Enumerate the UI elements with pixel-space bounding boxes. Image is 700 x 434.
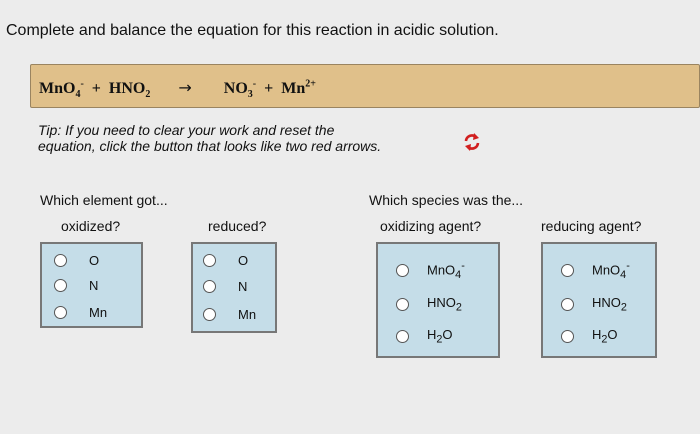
oxidizing-agent-label: oxidizing agent?: [380, 218, 482, 234]
reduced-option-n[interactable]: N: [203, 279, 247, 294]
plus-sign: +: [264, 80, 274, 97]
oxidized-option-o[interactable]: O: [54, 253, 99, 268]
reactant-nitrous-acid[interactable]: $HNO_2$: [108, 80, 151, 101]
oxidizing-option-mno4[interactable]: MnO$_4$-: [396, 260, 465, 281]
reducing-option-mno4[interactable]: MnO$_4$-: [561, 260, 630, 281]
oxidizing-option-hno2[interactable]: $HNO_2$: [396, 295, 462, 314]
radio-button[interactable]: [54, 254, 67, 267]
reaction-arrow: →: [178, 78, 192, 97]
product-manganese-ion[interactable]: $Mn^{2+}$: [281, 78, 316, 97]
tip-text: [38, 122, 381, 154]
reduced-options-panel: [191, 242, 277, 333]
radio-button[interactable]: [203, 254, 216, 267]
reduced-label: reduced?: [208, 218, 267, 234]
oxidizing-option-h2o[interactable]: $H_2O$: [396, 327, 453, 346]
chemical-equation: [39, 78, 316, 100]
radio-button[interactable]: [396, 264, 409, 277]
radio-button[interactable]: [203, 308, 216, 321]
two-red-arrows-icon: [462, 132, 482, 152]
oxidized-label: oxidized?: [61, 218, 121, 234]
product-nitrate[interactable]: $NO_3^-$: [223, 78, 257, 101]
oxidized-option-n[interactable]: N: [54, 278, 98, 293]
reducing-option-h2o[interactable]: $H_2O$: [561, 327, 618, 346]
oxidizing-agent-panel: [376, 242, 500, 358]
radio-button[interactable]: [561, 330, 574, 343]
equation-box[interactable]: [30, 64, 700, 108]
radio-button[interactable]: [203, 280, 216, 293]
radio-button[interactable]: [396, 330, 409, 343]
tip-line-2: equation, click the button that looks like two red arrows.: [38, 138, 382, 154]
radio-button[interactable]: [561, 264, 574, 277]
radio-button[interactable]: [54, 306, 67, 319]
radio-button[interactable]: [54, 279, 67, 292]
reduced-option-mn[interactable]: Mn: [203, 307, 256, 322]
reduced-option-o[interactable]: O: [203, 253, 248, 268]
element-heading: Which element got...: [40, 192, 168, 208]
radio-button[interactable]: [561, 298, 574, 311]
species-heading: Which species was the...: [369, 192, 524, 208]
question-text: Complete and balance the equation for this reaction in acidic solution.: [6, 22, 499, 39]
oxidized-option-mn[interactable]: Mn: [54, 305, 107, 320]
radio-button[interactable]: [396, 298, 409, 311]
tip-line-1: Tip: If you need to clear your work and reset the: [38, 122, 335, 138]
plus-sign: +: [91, 80, 101, 97]
reducing-agent-panel: [541, 242, 657, 358]
reducing-option-hno2[interactable]: $HNO_2$: [561, 295, 627, 314]
oxidized-options-panel: [40, 242, 143, 328]
reactant-permanganate[interactable]: MnO$_4$-: [39, 78, 84, 101]
reset-button[interactable]: [462, 132, 482, 152]
reducing-agent-label: reducing agent?: [541, 218, 642, 234]
